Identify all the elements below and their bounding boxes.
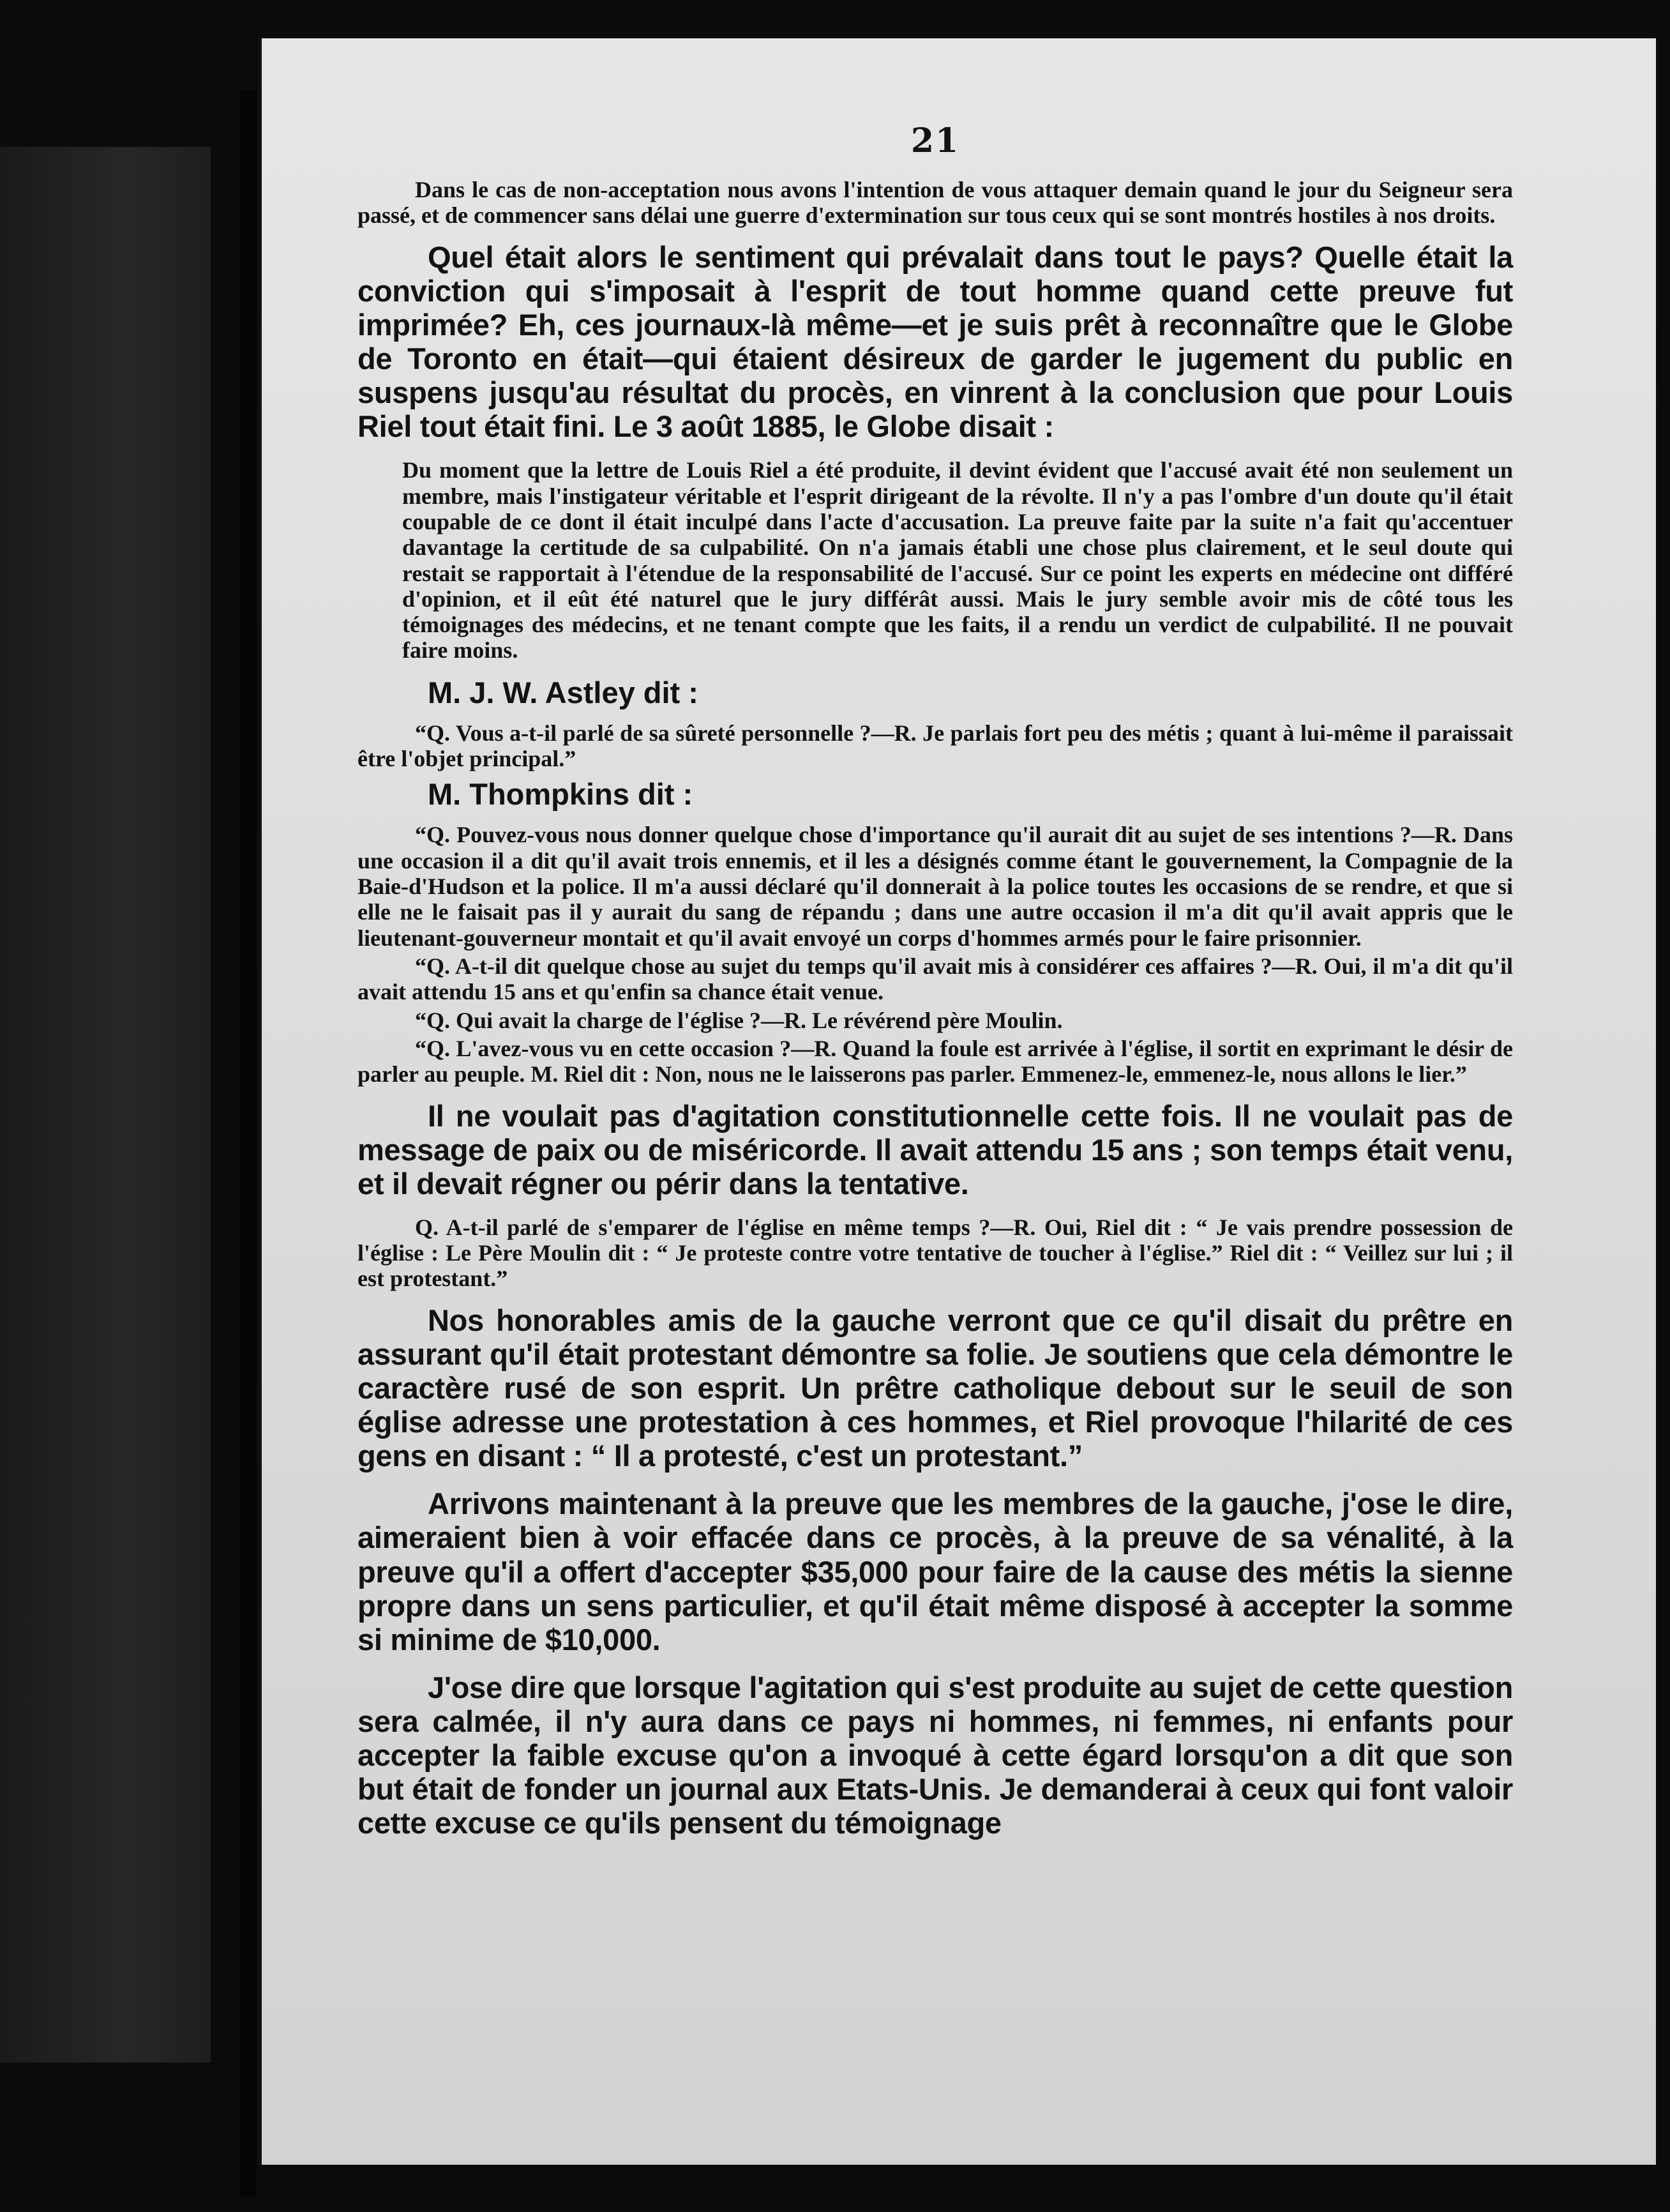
previous-page-bleed xyxy=(0,147,211,2063)
body-paragraph: Quel était alors le sentiment qui prévalait dans tout le pays? Quelle était la conviction qui s'imposait à l'esprit de tout homme quand cette preuve fut imprimée? Eh, ces journaux-là même—et je suis prêt à reconnaître que le Globe de Toronto en était—qui étaient désireux de garder le jugement du public en suspens jusqu'au résultat du procès, en vinrent à la conclusion que pour Louis Riel tout était fini. Le 3 août 1885, le Globe disait : xyxy=(357,239,1513,444)
speaker-heading-thompkins: M. Thompkins dit : xyxy=(428,777,693,812)
body-paragraph: Arrivons maintenant à la preuve que les membres de la gauche, j'ose le dire, aimeraient bien à voir effacée dans ce procès, à la preuve de sa vénalité, à la preuve qu'il a offert d'accepter $35,000 pour faire de la cause des métis la sienne propre dans un sens particulier, et qu'il était même disposé à accepter la somme si minime de $10,000. xyxy=(357,1487,1513,1656)
page-number: 21 xyxy=(910,121,960,160)
body-paragraph: Nos honorables amis de la gauche verront que ce qu'il disait du prêtre en assurant qu'il était protestant démontre sa folie. Je soutiens que cela démontre le caractère rusé de son esprit. Un prêtre catholique debout sur le seuil de son église adresse une protestation à ces hommes, et Riel provoque l'hilarité de ces gens en disant : “ Il a protesté, c'est un protestant.” xyxy=(357,1303,1513,1473)
speaker-heading-astley: M. J. W. Astley dit : xyxy=(428,675,698,709)
globe-quote: Du moment que la lettre de Louis Riel a été produite, il devint évident que l'accusé avait été non seulement un membre, mais l'instigateur véritable et l'esprit dirigeant de la révolte. Il n'y a pas l'ombre d'un doute qu'il était coupable de ce dont il était inculpé dans l'acte d'accusation. La preuve faite par la suite n'a fait qu'accentuer davantage la certitude de sa culpabilité. On n'a jamais établi une chose plus clairement, et le seul doute qui restait se rapportait à l'étendue de la responsabilité de l'accusé. Sur ce point les experts en médecine ont différé d'opinion, et il eût été naturel que le jury différât aussi. Mais le jury semble avoir mis de côté tous les témoignages des médecins, et ne tenant compte que les faits, il a rendu un verdict de culpabilité. Il ne pouvait faire moins. xyxy=(402,457,1513,663)
testimony-qa: “Q. A-t-il dit quelque chose au sujet du temps qu'il avait mis à considérer ces affaires ?—R. Oui, il m'a dit qu'il avait attendu 15 ans et qu'enfin sa chance était venue. xyxy=(357,953,1513,1005)
book-gutter xyxy=(240,89,257,2197)
body-paragraph: Il ne voulait pas d'agitation constitutionnelle cette fois. Il ne voulait pas de message de paix ou de miséricorde. Il avait attendu 15 ans ; son temps était venu, et il devait régner ou périr dans la tentative. xyxy=(357,1098,1513,1201)
testimony-qa: “Q. L'avez-vous vu en cette occasion ?—R. Quand la foule est arrivée à l'église, il sortit en exprimant le désir de parler au peuple. M. Riel dit : Non, nous ne le laisserons pas parler. Emmenez-le, emmenez-le, nous allons le lier.” xyxy=(357,1035,1513,1087)
testimony-qa: “Q. Pouvez-vous nous donner quelque chose d'importance qu'il aurait dit au sujet de ses intentions ?—R. Dans une occasion il a dit qu'il avait trois ennemis, et il les a désignés comme étant le gouvernement, la Compagnie de la Baie-d'Hudson et la police. Il m'a aussi déclaré qu'il donnerait à la police toutes les occasions de se rendre, et que si elle ne le faisait pas il y aurait du sang de répandu ; dans une autre occasion il m'a dit qu'il avait appris que le lieutenant-gouverneur montait et qu'il avait envoyé un corps d'hommes armés pour le faire prisonnier. xyxy=(357,822,1513,951)
quote-paragraph: Dans le cas de non-acceptation nous avons l'intention de vous attaquer demain quand le jour du Seigneur sera passé, et de commencer sans délai une guerre d'extermination sur tous ceux qui se sont montrés hostiles à nos droits. xyxy=(357,177,1513,229)
testimony-qa: “Q. Qui avait la charge de l'église ?—R. Le révérend père Moulin. xyxy=(415,1007,1063,1033)
page-content xyxy=(357,121,1513,1854)
testimony-qa: “Q. Vous a-t-il parlé de sa sûreté personnelle ?—R. Je parlais fort peu des métis ; quant à lui-même il paraissait être l'objet principal.” xyxy=(357,720,1513,772)
body-paragraph: J'ose dire que lorsque l'agitation qui s'est produite au sujet de cette question sera calmée, il n'y aura dans ce pays ni hommes, ni femmes, ni enfants pour accepter la faible excuse qu'on a invoqué à cette égard lorsqu'on a dit que son but était de fonder un journal aux Etats-Unis. Je demanderai à ceux qui font valoir cette excuse ce qu'ils pensent du témoignage xyxy=(357,1670,1513,1840)
testimony-qa: Q. A-t-il parlé de s'emparer de l'église en même temps ?—R. Oui, Riel dit : “ Je vais prendre possession de l'église : Le Père Moulin dit : “ Je proteste contre votre tentative de toucher à l'église.” Riel dit : “ Veillez sur lui ; il est protestant.” xyxy=(357,1214,1513,1292)
